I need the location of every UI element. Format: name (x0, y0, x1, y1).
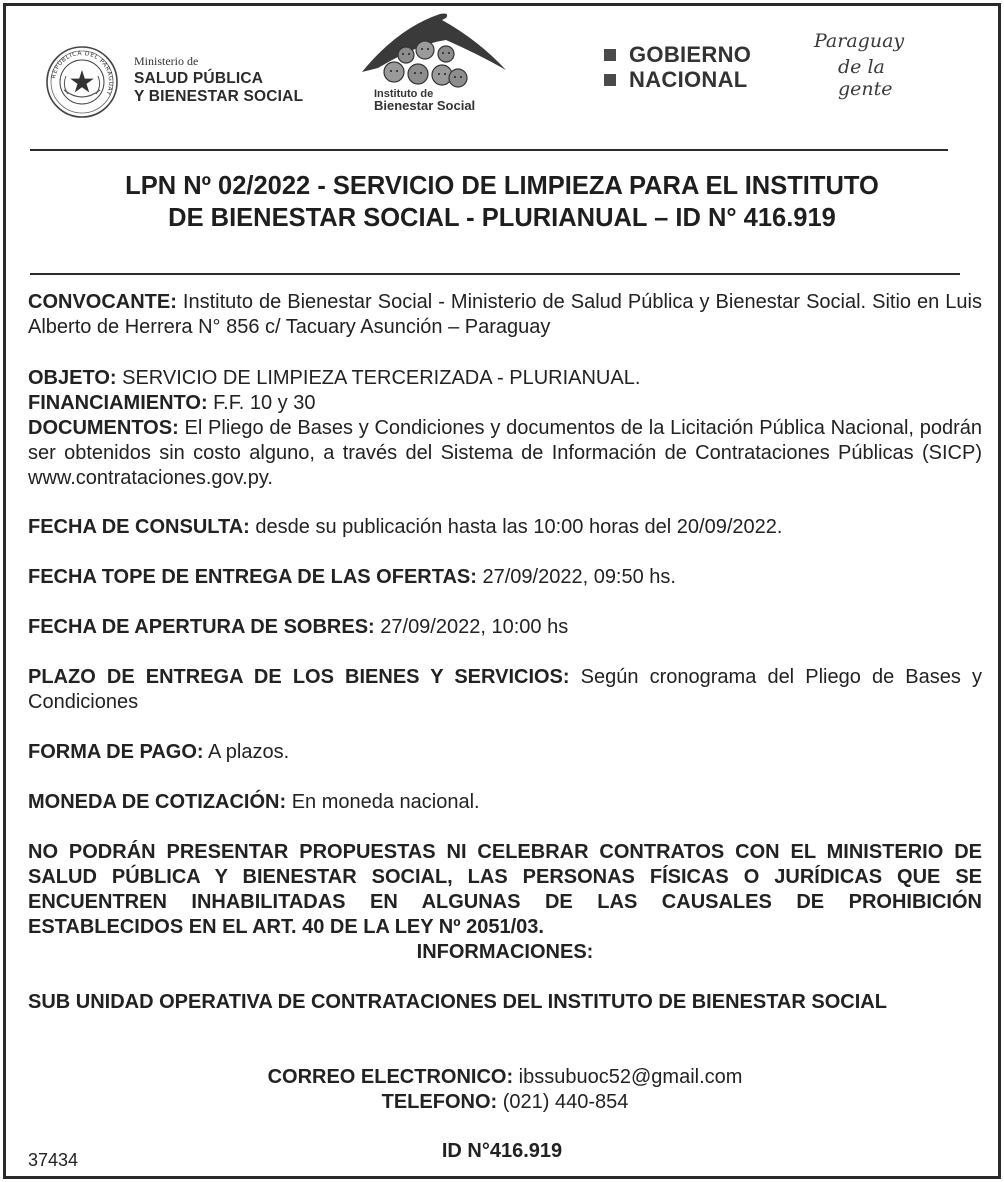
footer-id: ID N°416.919 (441, 1140, 563, 1162)
slogan-line-1: Paraguay (814, 30, 905, 52)
prohibition-notice: NO PODRÁN PRESENTAR PROPUESTAS NI CELEBRAR CONTRATOS CON EL MINISTERIO DE SALUD PÚBLICA Y BIENESTAR SOCIAL, LAS PERSONAS FÍSICAS O JURÍDICAS QUE SE ENCUENTREN INHABILITADAS EN ALGUNAS DE LAS CAUSALES DE PROHIBICIÓN ESTABLECIDOS EN EL ART. 40 DE LA LEY Nº 2051/03. (28, 841, 982, 938)
convocante-value: Instituto de Bienestar Social - Ministerio de Salud Pública y Bienestar Social. Sitio en Luis Alberto de Herrera N° 856 c/ Tacuary Asunción – Paraguay (28, 291, 982, 338)
documentos-line (28, 416, 982, 491)
apertura-label: FECHA DE APERTURA DE SOBRES: (28, 616, 375, 638)
plazo-label: PLAZO DE ENTREGA DE LOS BIENES Y SERVICIOS: (28, 666, 570, 688)
title-line-1: LPN Nº 02/2022 - SERVICIO DE LIMPIEZA PARA EL INSTITUTO (125, 172, 879, 200)
consulta-line (28, 515, 982, 540)
square-bullet-icon (604, 49, 616, 61)
page-title (20, 170, 984, 234)
plazo-value: Según cronograma del Pliego de Bases y Condiciones (28, 666, 982, 713)
gobierno-nacional-logo (604, 42, 751, 92)
ministry-line-1: SALUD PÚBLICA (134, 70, 264, 87)
objeto-label: OBJETO: (28, 367, 117, 389)
moneda-line (28, 790, 982, 815)
title-line-2: DE BIENESTAR SOCIAL - PLURIANUAL – ID N° 416.919 (168, 204, 836, 232)
apertura-line (28, 615, 982, 640)
sub-unidad-heading: SUB UNIDAD OPERATIVA DE CONTRATACIONES DEL INSTITUTO DE BIENESTAR SOCIAL (28, 991, 887, 1013)
ibs-logo-line-2: Bienestar Social (374, 98, 476, 113)
correo-line (28, 1065, 982, 1090)
divider (30, 273, 960, 275)
correo-label: CORREO ELECTRONICO: (267, 1066, 514, 1088)
consulta-label: FECHA DE CONSULTA: (28, 516, 250, 538)
ad-number: 37434 (28, 1150, 79, 1170)
paraguay-seal-logo (46, 46, 118, 118)
financiamiento-label: FINANCIAMIENTO: (28, 392, 208, 414)
convocante-section (28, 290, 982, 340)
pago-label: FORMA DE PAGO: (28, 741, 204, 763)
correo-value: ibssubuoc52@gmail.com (513, 1066, 743, 1088)
ministry-prefix: Ministerio de (134, 54, 199, 68)
objeto-line (28, 366, 982, 391)
ibs-logo-text (374, 88, 475, 112)
gobierno-line-1: GOBIERNO (629, 42, 752, 67)
objeto-value: SERVICIO DE LIMPIEZA TERCERIZADA - PLURIANUAL. (116, 367, 641, 389)
divider (30, 149, 948, 151)
tope-value: 27/09/2022, 09:50 hs. (476, 566, 676, 588)
contact-section (28, 1065, 982, 1115)
pago-value: A plazos. (203, 741, 290, 763)
moneda-value: En moneda nacional. (286, 791, 480, 813)
pago-line (28, 740, 982, 765)
telefono-value: (021) 440-854 (497, 1091, 629, 1113)
svg-text:REPÚBLICA DEL PARAGUAY: REPÚBLICA DEL PARAGUAY (50, 49, 115, 97)
documentos-label: DOCUMENTOS: (28, 417, 179, 439)
slogan-line-2: de la gente (838, 56, 893, 100)
informaciones-heading: INFORMACIONES: (416, 941, 594, 963)
telefono-label: TELEFONO: (381, 1091, 498, 1113)
gobierno-line-2: NACIONAL (629, 67, 748, 92)
paraguay-slogan-logo (814, 30, 944, 100)
consulta-value: desde su publicación hasta las 10:00 horas del 20/09/2022. (249, 516, 783, 538)
square-bullet-icon (604, 74, 616, 86)
ibs-logo-line-1: Instituto de (374, 88, 434, 100)
financiamiento-value: F.F. 10 y 30 (207, 392, 316, 414)
plazo-section (28, 665, 982, 715)
ministry-name (134, 70, 303, 106)
ministry-line-2: Y BIENESTAR SOCIAL (134, 88, 304, 105)
telefono-line (28, 1090, 982, 1115)
convocante-label: CONVOCANTE: (28, 291, 177, 313)
tope-line (28, 565, 982, 590)
moneda-label: MONEDA DE COTIZACIÓN: (28, 791, 287, 813)
tope-label: FECHA TOPE DE ENTREGA DE LAS OFERTAS: (28, 566, 477, 588)
financiamiento-line (28, 391, 982, 416)
details-section (28, 366, 982, 491)
apertura-value: 27/09/2022, 10:00 hs (374, 616, 569, 638)
documentos-value: El Pliego de Bases y Condiciones y documentos de la Licitación Pública Nacional, podrán ser obtenidos sin costo alguno, a través del Sistema de Información de Contrataciones Públicas (SICP) www.contrataciones.gov.py. (28, 417, 982, 489)
